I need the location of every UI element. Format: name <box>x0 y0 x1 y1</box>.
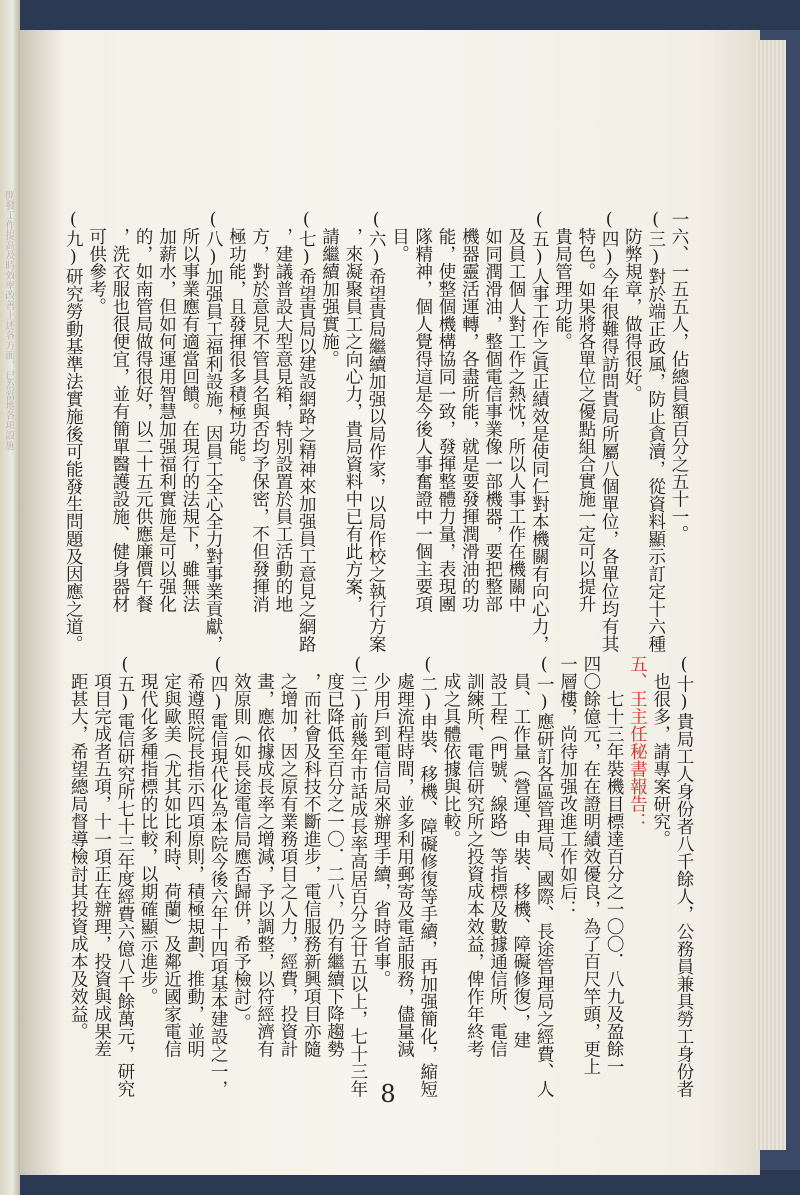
page-edges <box>756 40 786 1150</box>
text-column: 少用戶到電信局來辦理手續，省時省事。 <box>371 655 392 988</box>
text-column: 一層樓，尚待加强改進工作如后： <box>557 655 578 918</box>
text-column: 成之具體依據與比較。 <box>441 655 462 848</box>
text-column: ，洗衣服也很便宜，並有簡單醫護設施、健身器材 <box>109 210 130 613</box>
text-column: 希遵照院長指示四項原則，積極規劃、推動，並明 <box>184 655 205 1058</box>
section-heading: 五、王主任秘書報告： <box>627 655 648 830</box>
text-column: 請繼續加强實施。 <box>319 210 340 368</box>
text-column: 七十三年裝機目標達百分之一〇〇．八九及盈餘一 <box>604 655 625 1075</box>
text-column: 防弊規章，做得很好。 <box>622 210 643 403</box>
text-column: 效原則（如長途電信局應否歸併，希予檢討）。 <box>231 655 252 1032</box>
text-column: 及員工個人對工作之熱忱，所以人事工作在機關中 <box>505 210 526 613</box>
text-column: 定與歐美（尤其如比利時、荷蘭）及鄰近國家電信 <box>161 655 182 1058</box>
text-column: 能，使整個機構協同一致，發揮整體力量，表現團 <box>436 210 457 613</box>
text-column: 一六、一五五人，佔總員額百分之五十一。 <box>669 210 689 543</box>
text-column: 極功能，且發揮很多積極功能。 <box>226 210 247 473</box>
text-column: 目。 <box>389 210 410 263</box>
text-column: 設工程（門號、線路）等指標及數據通信所、電信 <box>487 655 508 1058</box>
text-column: 距甚大，希望總局督導檢討其投資成本及效益。 <box>68 655 89 1040</box>
text-column: 訓練所、電信研究所之投資成本效益，俾作年終考 <box>464 655 485 1058</box>
text-column: 可供參考。 <box>86 210 107 315</box>
text-column: (五)電信研究所七十三年度經費六億八千餘萬元，研究 <box>114 655 135 1098</box>
text-column: 度已降低至百分之一〇．二八，仍有繼續下降趨勢 <box>324 655 345 1058</box>
top-text-block <box>63 210 690 653</box>
text-column: (七)希望貴局以建設網路之精神來加强員工意見之網路 <box>296 210 317 653</box>
text-column: 項目完成者五項，十一項正在辦理，投資與成果差 <box>91 655 112 1058</box>
page-number: 8 <box>380 1080 396 1108</box>
text-column: (九)研究勞動基準法實施後可能發生問題及因應之道。 <box>63 210 84 653</box>
text-column: 也很多，請專案研究。 <box>650 655 671 848</box>
text-column: (八)加强員工福利設施，因員工全心全力對事業貢獻， <box>203 210 224 653</box>
text-column: (十)貴局工人身份者八千餘人，公務員兼具勞工身份者 <box>674 655 694 1098</box>
bleed-through-text: 開發工作提高及時效率改善上述各方面，已為當地各項設施 <box>3 190 14 450</box>
text-column: 如同潤滑油，整個電信事業像一部機器，要把整部 <box>482 210 503 613</box>
text-column: 貴局管理功能。 <box>552 210 573 350</box>
text-column: ，建議普設大型意見箱，特別設置於員工活動的地 <box>272 210 293 613</box>
text-column: (六)希望貴局繼續加强以局作家，以局作校之執行方案 <box>366 210 387 653</box>
text-column: (三)對於端正政風，防止貪瀆，從資料顯示訂定十六種 <box>645 210 666 653</box>
text-column: ，來凝聚員工之向心力，貴局資料中已有此方案， <box>342 210 363 613</box>
text-column: 的，如南管局做得很好，以二十五元供應廉價午餐 <box>133 210 154 613</box>
text-column: (一)應研訂各區管理局、國際、長途管理局之經費、人 <box>534 655 555 1098</box>
text-column: 處理流程時間，並多利用郵寄及電話服務，儘量減 <box>394 655 415 1058</box>
text-column: 所以事業應有適當回饋。在現行的法規下，雖無法 <box>179 210 200 613</box>
text-column: (三)前幾年市話成長率高居百分之廿五以上，七十三年 <box>347 655 368 1098</box>
text-column: (二)申裝、移機、障礙修復等手續，再加强簡化，縮短 <box>417 655 438 1098</box>
text-column: 畫，應依據成長率之增減，予以調整，以符經濟有 <box>254 655 275 1058</box>
text-column: (四)今年很難得訪問貴局所屬八個單位，各單位均有其 <box>599 210 620 653</box>
text-column: 方，對於意見不管具名與否均予保密，不但發揮消 <box>249 210 270 613</box>
text-column: ，而社會及科技不斷進步，電信服務新興項目亦隨 <box>301 655 322 1058</box>
text-column: 隊精神，個人覺得這是今後人事奮證中一個主要項 <box>412 210 433 613</box>
bottom-text-block <box>68 655 695 1098</box>
text-column: 員、工作量（營運、申裝、移機、障礙修復），建 <box>510 655 531 1049</box>
text-column: 四〇餘億元，在在證明績效優良，為了百尺竿頭，更上 <box>580 655 601 1075</box>
text-column: 特色。如果將各單位之優點組合實施一定可以提升 <box>575 210 596 613</box>
text-column: 之增加，因之原有業務項目之人力，經費，投資計 <box>277 655 298 1058</box>
text-column: (五)人事工作之眞正績效是使同仁對本機關有向心力， <box>529 210 550 653</box>
text-column: 機器靈活運轉，各盡所能，就是要發揮潤滑油的功 <box>459 210 480 613</box>
text-column: 現代化多種指標的比較，以期確顯示進步。 <box>138 655 159 1005</box>
text-column: (四)電信現代化為本院今後六年十四項基本建設之一， <box>208 655 229 1098</box>
text-column: 加薪水，但如何運用智慧加强福利實施是可以强化 <box>156 210 177 613</box>
